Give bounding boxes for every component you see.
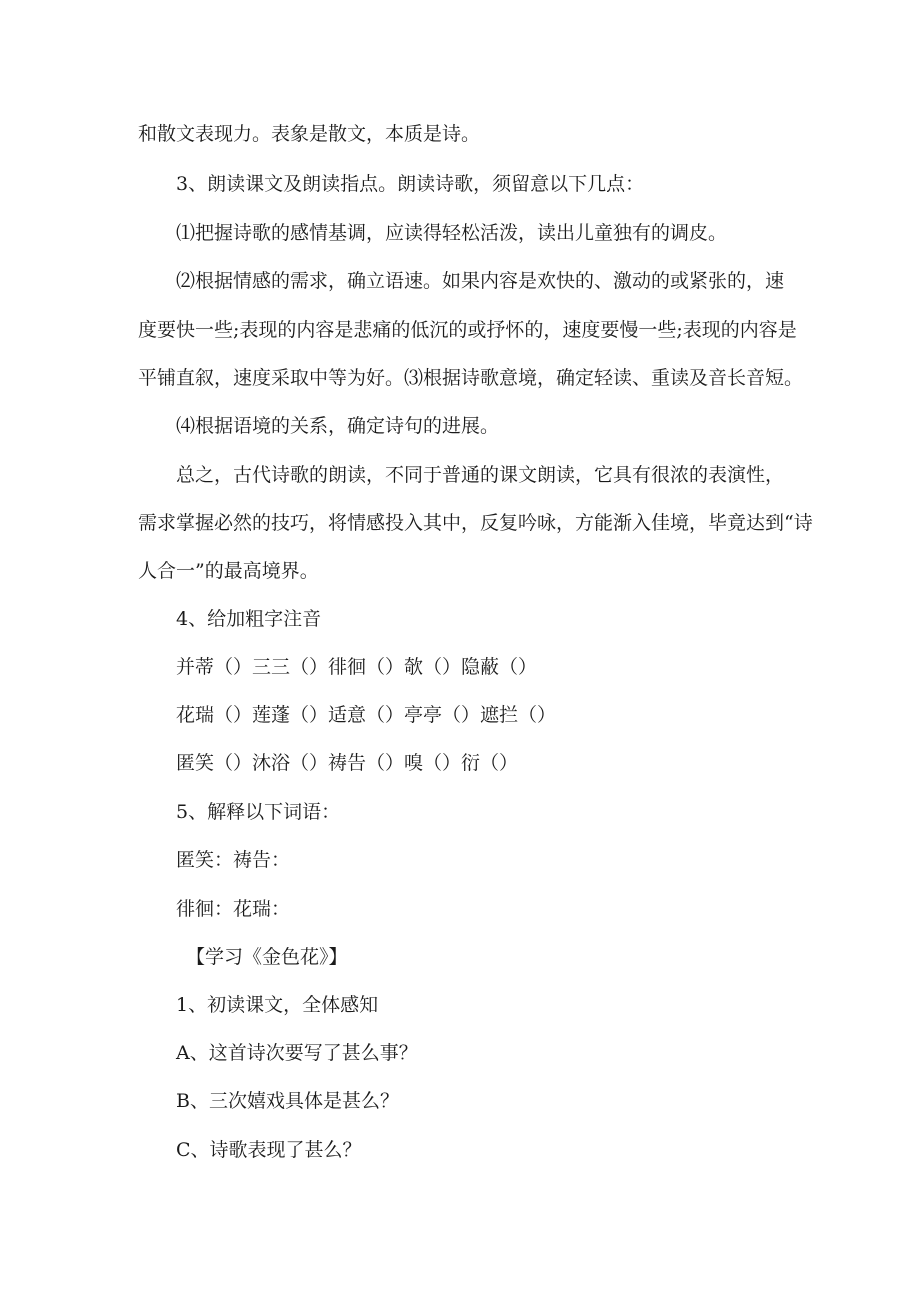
exercise-line: 徘徊：花瑞：: [176, 898, 291, 920]
list-item: ⑷根据语境的关系，确定诗句的进展。: [176, 415, 500, 437]
exercise-line: 花瑞（）莲蓬（）适意（）亭亭（）遮拦（）: [176, 704, 557, 726]
section-heading: 3、朗读课文及朗读指点。朗读诗歌，须留意以下几点：: [176, 173, 645, 195]
exercise-line: 匿笑（）沐浴（）祷告（）嗅（）衍（）: [176, 752, 519, 774]
paragraph-line: 和散文表现力。表象是散文，本质是诗。: [138, 123, 481, 145]
exercise-line: 匿笑：祷告：: [176, 849, 291, 871]
question-item: C、诗歌表现了甚么？: [176, 1139, 362, 1161]
paragraph-line: 度要快一些;表现的内容是悲痛的低沉的或抒怀的，速度要慢一些;表现的内容是: [138, 319, 797, 341]
paragraph-line: 需求掌握必然的技巧，将情感投入其中，反复吟咏，方能渐入佳境，毕竟达到“诗: [138, 512, 813, 534]
section-heading: 4、给加粗字注音: [176, 608, 322, 630]
list-item: ⑵根据情感的需求，确立语速。如果内容是欢快的、激动的或紧张的，速: [176, 270, 785, 292]
paragraph-line: 人合一”的最高境界。: [138, 560, 319, 582]
section-heading: 5、解释以下词语：: [176, 801, 341, 823]
paragraph-line: 总之，古代诗歌的朗读，不同于普通的课文朗读，它具有很浓的表演性，: [176, 464, 785, 486]
section-heading: 1、初读课文，全体感知: [176, 994, 379, 1016]
lesson-title: 【学习《金色花》】: [186, 946, 348, 968]
question-item: B、三次嬉戏具体是甚么？: [176, 1090, 399, 1112]
question-item: A、这首诗次要写了甚么事？: [176, 1042, 418, 1064]
paragraph-line: 平铺直叙，速度采取中等为好。⑶根据诗歌意境，确定轻读、重读及音长音短。: [138, 367, 804, 389]
list-item: ⑴把握诗歌的感情基调，应读得轻松活泼，读出儿童独有的调皮。: [176, 222, 728, 244]
exercise-line: 并蒂（）三三（）徘徊（）欹（）隐蔽（）: [176, 656, 538, 678]
